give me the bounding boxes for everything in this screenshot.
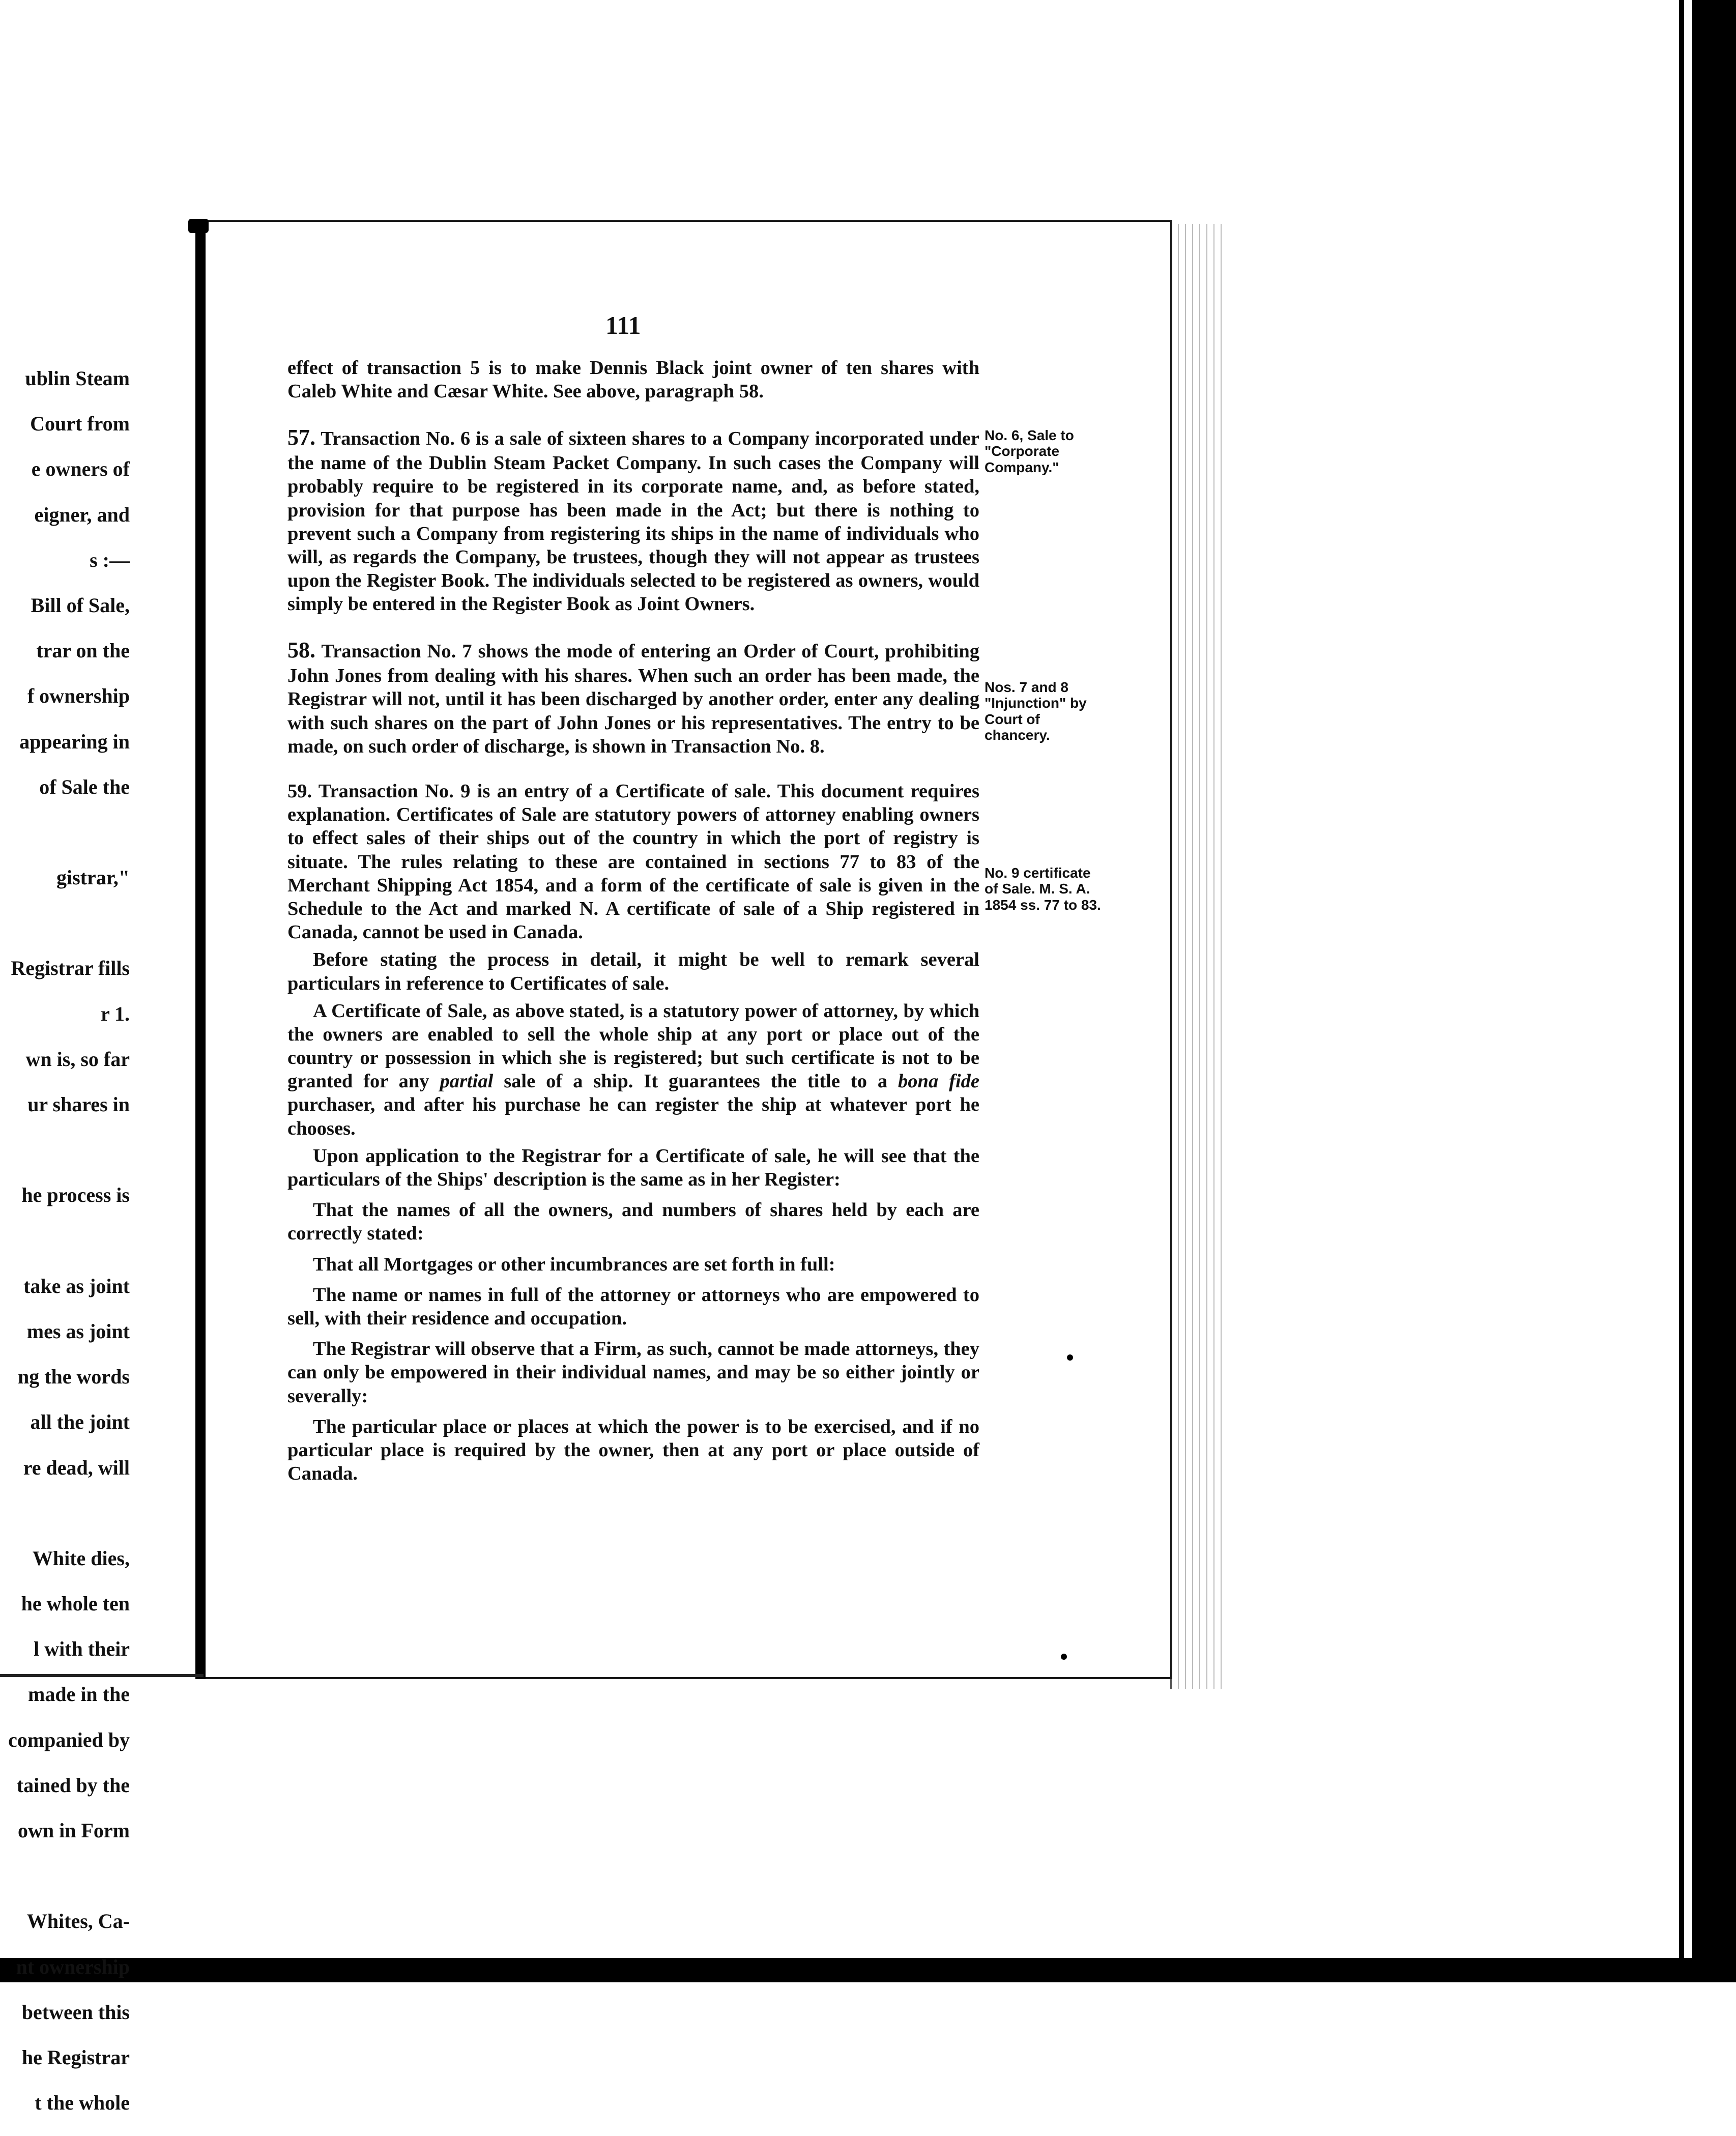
paragraph-59	[287, 780, 979, 1485]
sidenote-57: No. 6, Sale to "Corporate Company."	[985, 427, 1074, 475]
left-page-line: t the whole	[35, 2091, 130, 2115]
book-binding-top	[188, 219, 209, 233]
paragraph-text: Transaction No. 9 is an entry of a Certificate of sale. This document requires explanation. Certificates of Sale are statutory powers of attorney enabling owners to effect sales of their ships out of the country in which the port of registry is situate. The rules relating to these are contained in sections 77 to 83 of the Merchant Shipping Act 1854, and a form of the certificate of sale is given in the Schedule to the Act and marked N. A certificate of sale of a Ship registered in Canada, cannot be used in Canada.	[287, 781, 979, 943]
left-page-line: wn is, so far	[25, 1047, 130, 1071]
requirements-list	[287, 1198, 979, 1485]
left-page-line: tained by the	[16, 1773, 130, 1797]
left-page-line: ng the words	[17, 1365, 130, 1389]
scan-border-inner	[1679, 0, 1684, 1964]
left-page-line: mes as joint	[26, 1319, 130, 1343]
left-page-line	[0, 1138, 130, 1162]
left-page-line: own in Form	[18, 1819, 130, 1842]
paragraph-number: 59.	[287, 781, 312, 802]
paragraph-number: 58.	[287, 638, 315, 663]
paragraph-59-b: Before stating the process in detail, it might be well to remark several particulars in reference to Certificates of sale.	[287, 949, 979, 994]
paragraph-57	[287, 424, 979, 616]
list-item: The particular place or places at which the power is to be exercised, and if no particular place is required by the owner, then at any port or place outside of Canada.	[287, 1416, 979, 1485]
text-run: sale of a ship. It guarantees the title to a	[493, 1071, 899, 1092]
left-page-line: e owners of	[31, 457, 130, 481]
sidenote-58: Nos. 7 and 8 "Injunction" by Court of chancery.	[985, 679, 1087, 743]
left-page-line: s :—	[90, 548, 130, 571]
left-page-line: Whites, Ca-	[26, 1910, 130, 1933]
left-page-line: Bill of Sale,	[31, 593, 130, 617]
left-page-line	[0, 1501, 130, 1525]
left-page-line: he whole ten	[21, 1592, 130, 1615]
left-page-line: he process is	[21, 1184, 130, 1207]
left-page-line: trar on the	[36, 639, 130, 662]
paragraph-text: Transaction No. 7 shows the mode of entering an Order of Court, prohibiting John Jones from dealing with his shares. When such an order has been made, the Registrar will not, until it has been discharged by another order, enter any dealing with such shares on the part of John Jones or his representatives. The entry to be made, on such order of discharge, is shown in Transaction No. 8.	[287, 641, 979, 757]
left-page-line: he Registrar	[21, 2045, 130, 2069]
paragraph-58	[287, 637, 979, 758]
left-page-line: of Sale the	[39, 775, 130, 798]
list-item: That the names of all the owners, and numbers of shares held by each are correctly stated:	[287, 1199, 979, 1245]
paragraph-59-d: Upon application to the Registrar for a Certificate of sale, he will see that the particulars of the Ships' description is the same as in her Register:	[287, 1145, 979, 1191]
left-page-line: appearing in	[19, 730, 130, 753]
scan-border-bottom	[0, 1958, 1736, 1982]
left-page-line: take as joint	[23, 1274, 130, 1297]
text-run: purchaser, and after his purchase he can register the ship at whatever port he chooses.	[287, 1094, 979, 1139]
list-item: The Registrar will observe that a Firm, as such, cannot be made attorneys, they can only be empowered in their individual names, and may be so either jointly or severally:	[287, 1338, 979, 1407]
left-page-line: f ownership	[27, 684, 130, 708]
left-page-line: gistrar,"	[56, 866, 130, 889]
page-body	[287, 356, 979, 1492]
text-run: A Certificate of Sale, as above stated, is a statutory power of attorney, by which the owners are enabled to sell the whole ship at any port or place out of the country or possession in which she is registered; but such certificate is not to be granted for any	[287, 1000, 979, 1092]
left-page-line: between this	[21, 2000, 130, 2024]
left-page-line: ublin Steam	[25, 367, 130, 390]
paragraph-59-c	[287, 999, 979, 1140]
left-page-line: eigner, and	[34, 503, 130, 526]
page-edges	[1170, 224, 1223, 1689]
scan-border-right	[1692, 0, 1736, 1982]
page-number: 111	[605, 311, 641, 339]
opening-paragraph: effect of transaction 5 is to make Dennis Black joint owner of ten shares with Caleb White and Cæsar White. See above, paragraph 58.	[287, 357, 979, 402]
ink-speck	[1067, 1354, 1073, 1361]
left-page-line	[0, 1864, 130, 1888]
list-item: The name or names in full of the attorney or attorneys who are empowered to sell, with their residence and occupation.	[287, 1284, 979, 1329]
book-binding	[195, 219, 206, 1679]
left-page-line: re dead, will	[23, 1456, 130, 1479]
left-page-line: r 1.	[100, 1002, 130, 1025]
list-item: That all Mortgages or other incumbrances are set forth in full:	[313, 1253, 835, 1275]
left-page-line: all the joint	[30, 1410, 130, 1434]
left-page-line: made in the	[28, 1683, 130, 1706]
left-page-line: nt ownership	[16, 1955, 130, 1978]
left-page-line	[0, 1229, 130, 1253]
left-page-line: Court from	[30, 412, 130, 436]
ink-speck	[1061, 1654, 1067, 1660]
left-page-line	[0, 911, 130, 935]
sidenote-59: No. 9 certificate of Sale. M. S. A. 1854 ss. 77 to 83.	[985, 865, 1101, 913]
italic-partial: partial	[440, 1071, 494, 1092]
left-page-line: companied by	[8, 1728, 130, 1751]
left-page-line: ur shares in	[27, 1093, 130, 1116]
left-page-line: White dies,	[32, 1546, 130, 1570]
paragraph-number: 57.	[287, 425, 315, 450]
left-page-text	[0, 366, 130, 2136]
paragraph-text: Transaction No. 6 is a sale of sixteen shares to a Company incorporated under the name of the Dublin Steam Packet Company. In such cases the Company will probably require to be registered in its corporate name, and, as before stated, provision for that purpose has been made in the Act; but there is nothing to prevent such a Company from registering its ships in the name of individuals who will, as regards the Company, be trustees, though they will not appear as trustees upon the Register Book. The individuals selected to be registered as owners, would simply be entered in the Register Book as Joint Owners.	[287, 428, 979, 615]
italic-bona-fide: bona fide	[898, 1071, 979, 1092]
left-page-line: l with their	[34, 1637, 130, 1661]
left-page-line	[0, 820, 130, 844]
left-page-line: Registrar fills	[11, 957, 130, 980]
